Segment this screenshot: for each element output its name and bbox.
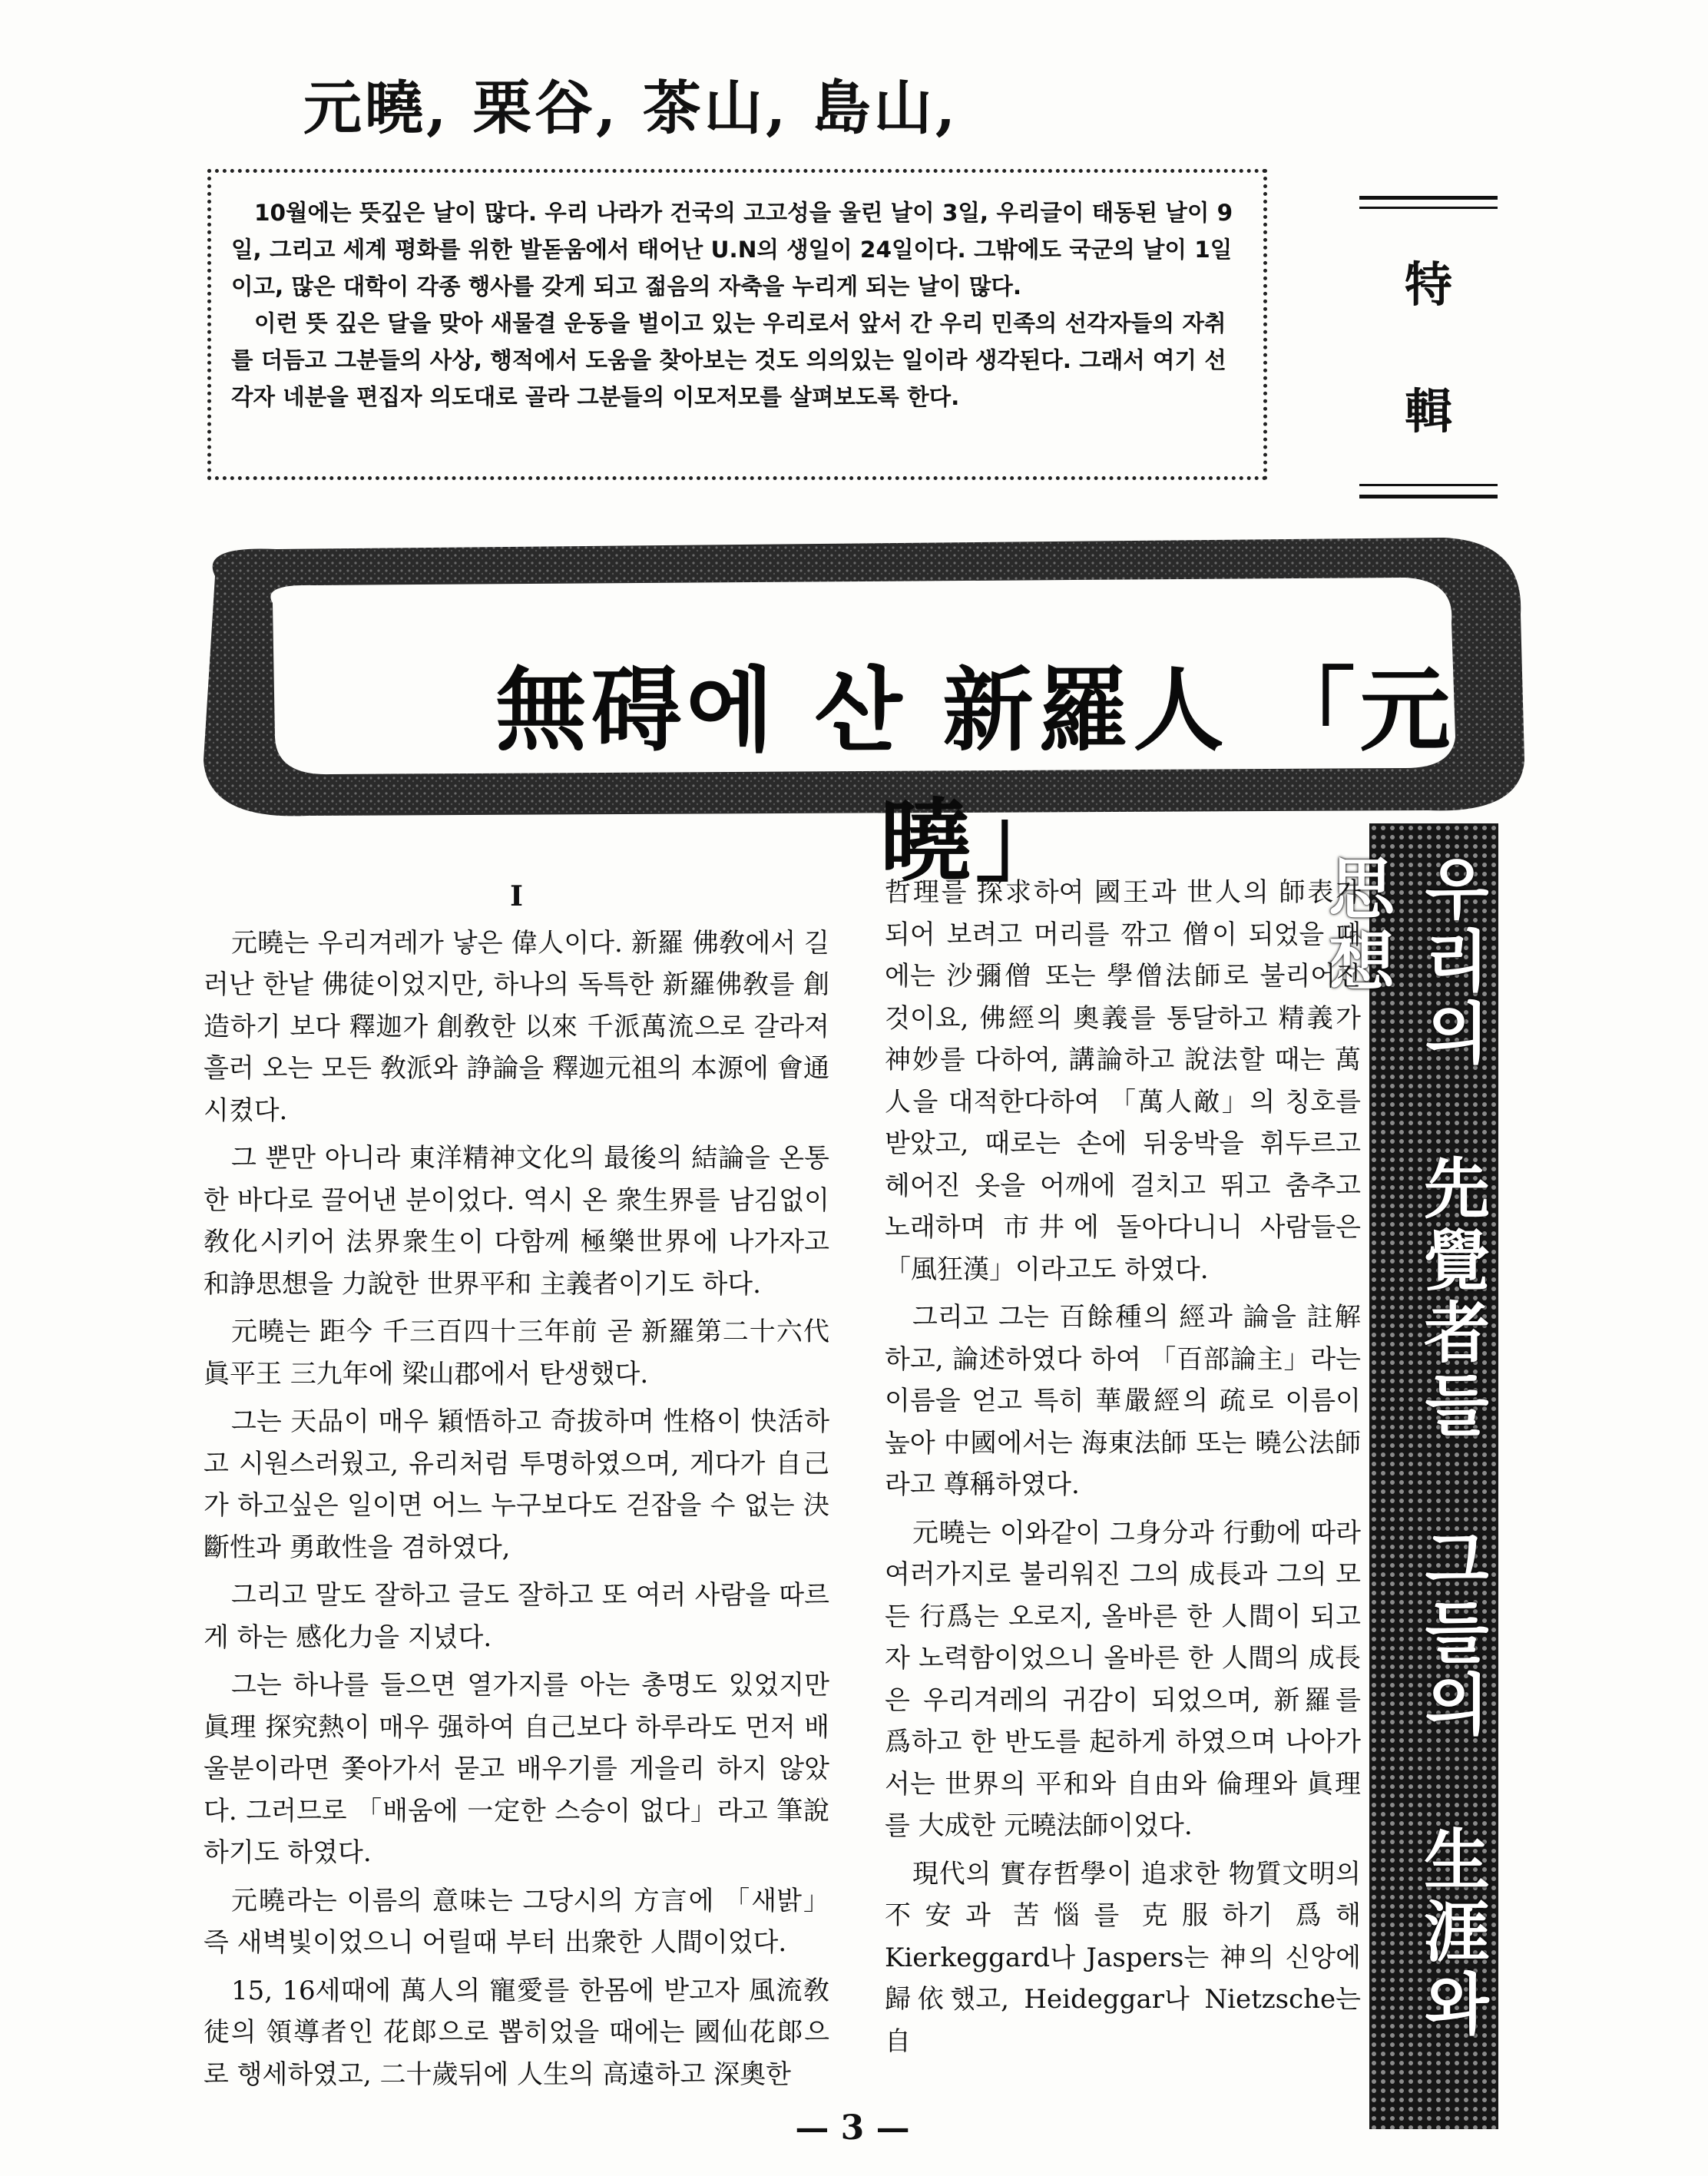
article-paragraph: 그는 하나를 들으면 열가지를 아는 총명도 있었지만 眞理 探究熱이 매우 强하여 自己보다 하루라도 먼저 배울분이라면 쫓아가서 묻고 배우기를 게을리 하지 않았다. 그러므로 「배움에 一定한 스승이 없다」라고 筆說하기도 하였다. [204,1670,829,1868]
banner-title: 無碍에 산 新羅人 「元曉」 [495,657,1455,894]
special-char-1: 特 [1404,257,1452,313]
article-paragraph: 元曉는 이와같이 그身分과 行動에 따라 여러가지로 불리워진 그의 成長과 그의 모든 行爲는 오로지, 올바른 한 人間이 되고자 노력함이었으니 올바른 한 人間의 成長은 우리겨레의 귀감이 되었으며, 新羅를 爲하고 한 반도를 起하게 하였으며 나아가서는 世界의 平和와 自由와 倫理와 眞理를 大成한 元曉法師이었다. [885,1517,1361,1841]
special-rule-top [1359,196,1498,200]
article-column-right [885,872,1361,2068]
article-paragraph: 元曉라는 이름의 意味는 그당시의 方言에 「새밝」 즉 새벽빛이었으니 어릴때 부터 出衆한 人間이었다. [204,1885,829,1958]
special-rule-bottom-thin [1359,484,1498,486]
page-number: — 3 — [795,2108,910,2148]
side-band [1317,823,1498,2129]
article-paragraph: 哲理를 探求하여 國王과 世人의 師表가 되어 보려고 머리를 깎고 僧이 되었을 때에는 沙彌僧 또는 學僧法師로 불리어진 것이요, 佛經의 奧義를 통달하고 精義가 神妙를 다하여, 講論하고 說法할 때는 萬人을 대적한다하여 「萬人敵」의 칭호를 받았고, 때로는 손에 뒤웅박을 휘두르고 헤어진 옷을 어깨에 걸치고 뛰고 춤추고 노래하며 市井에 돌아다니니 사람들은 「風狂漢」이라고도 하였다. [885,877,1361,1285]
section-mark: I [510,880,523,912]
intro-paragraph-1: 10월에는 뜻깊은 날이 많다. 우리 나라가 건국의 고고성을 울린 날이 3일, 우리글이 태동된 날이 9일, 그리고 세계 평화를 위한 발돋움에서 태어난 U.N의 생일이 24일이다. 그밖에도 국군의 날이 1일이고, 많은 대학이 각종 행사를 갖게 되고 젊음의 자축을 누리게 되는 날이 많다. [231,200,1233,300]
article-paragraph: 그 뿐만 아니라 東洋精神文化의 最後의 結論을 온통한 바다로 끌어낸 분이었다. 역시 온 衆生界를 남김없이 敎化시키어 法界衆生이 다함께 極樂世界에 나가자고 和諍思想을 力說한 世界平和 主義者이기도 하다. [204,1143,829,1300]
side-band-text: 우리의 先覺者들 그들의 生涯와 思想 [1317,854,1489,2042]
article-paragraph: 15, 16세때에 萬人의 寵愛를 한몸에 받고자 風流敎徒의 領導者인 花郞으로 뽑히었을 때에는 國仙花郞으로 행세하였고, 二十歲뒤에 人生의 高遠하고 深奧한 [204,1975,829,2090]
article-paragraph: 그는 天品이 매우 穎悟하고 奇拔하며 性格이 快活하고 시원스러웠고, 유리처럼 투명하였으며, 게다가 自己가 하고싶은 일이면 어느 누구보다도 걷잡을 수 없는 決斷性과 勇敢性을 겸하였다, [204,1406,829,1563]
article-paragraph: 그리고 말도 잘하고 글도 잘하고 또 여러 사람을 따르게 하는 感化力을 지녔다. [204,1580,829,1653]
special-rule-bottom [1359,495,1498,498]
article-paragraph: 그리고 그는 百餘種의 經과 論을 註解하고, 論述하였다 하여 「百部論主」라는 이름을 얻고 특히 華嚴經의 疏로 이름이 높아 中國에서는 海東法師 또는 曉公法師라고 尊稱하였다. [885,1302,1361,1500]
intro-paragraph-2: 이런 뜻 깊은 달을 맞아 새물결 운동을 벌이고 있는 우리로서 앞서 간 우리 민족의 선각자들의 자취를 더듬고 그분들의 사상, 행적에서 도움을 찾아보는 것도 의의있는 일이라 생각된다. 그래서 여기 선각자 네분을 편집자 의도대로 골라 그분들의 이모저모를 살펴보도록 한다. [231,310,1226,410]
page-header-title: 元曉, 栗谷, 茶山, 島山, [303,74,959,142]
article-paragraph: 元曉는 距今 千三百四十三年前 곧 新羅第二十六代 眞平王 三九年에 梁山郡에서 탄생했다. [204,1317,829,1389]
article-paragraph: 現代의 實存哲學이 追求한 物質文明의 不安과 苦惱를 克服하기 爲해 Kierkeggard나 Jaspers는 神의 신앙에 歸依했고, Heideggar나 Nietzsche는 自 [885,1858,1361,2057]
intro-box [207,169,1267,480]
special-feature-label [1359,196,1498,503]
special-char-2: 輯 [1404,383,1452,439]
article-column-left [204,876,829,2101]
special-rule-top-thin [1359,207,1498,209]
title-banner [184,530,1536,894]
article-paragraph: 元曉는 우리겨레가 낳은 偉人이다. 新羅 佛敎에서 길러난 한낱 佛徒이었지만, 하나의 독특한 新羅佛敎를 創造하기 보다 釋迦가 創敎한 以來 千派萬流으로 갈라져 흘러 오는 모든 敎派와 諍論을 釋迦元祖의 本源에 會通시켰다. [204,927,829,1126]
